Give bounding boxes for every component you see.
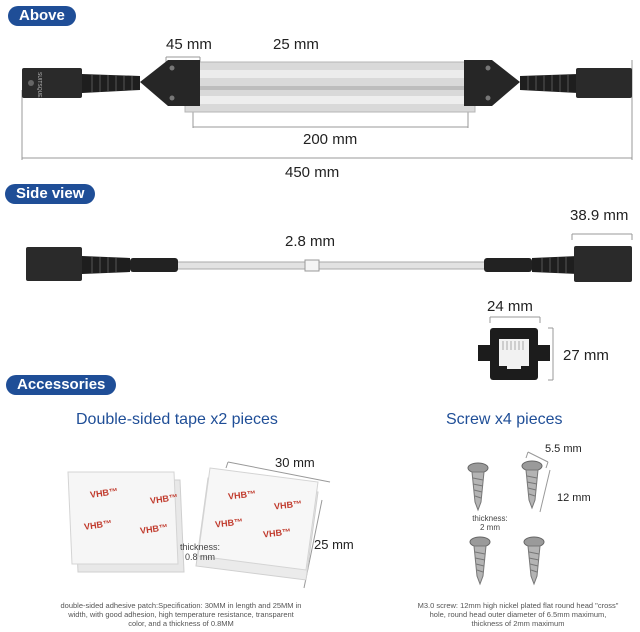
section-accessories-label: Accessories	[6, 375, 116, 395]
dim-5-5mm: 5.5 mm	[545, 443, 582, 455]
screw-icon	[470, 537, 490, 584]
above-view-diagram	[0, 0, 640, 180]
vhb-mark: VHB™	[139, 522, 169, 536]
screw-title: Screw x4 pieces	[446, 411, 563, 428]
section-side-view-label: Side view	[5, 184, 95, 204]
dim-30mm: 30 mm	[275, 455, 315, 470]
vhb-mark: VHB™	[89, 486, 119, 500]
dim-25mm: 25 mm	[273, 36, 319, 53]
tape-title: Double-sided tape x2 pieces	[76, 411, 278, 428]
screw-icon	[468, 463, 488, 510]
dim-45mm: 45 mm	[166, 36, 212, 53]
dim-25mm-tape: 25 mm	[314, 537, 354, 552]
screw-description: M3.0 screw: 12mm high nickel plated flat round head "cross" hole, round head outer diameter of 6.5mm maximum, thickness of 2mm maximum	[417, 601, 619, 628]
dim-38-9mm: 38.9 mm	[570, 207, 629, 224]
vhb-mark: VHB™	[227, 488, 257, 502]
vhb-mark: VHB™	[149, 492, 179, 506]
tape-description: double-sided adhesive patch:Specification: 30MM in length and 25MM in width, with good adhesion, high temperature resistance, transparent color, and a thickness of 0.8MM	[60, 601, 302, 628]
dim-200mm: 200 mm	[303, 131, 358, 148]
dim-2-8mm: 2.8 mm	[285, 233, 336, 250]
screw-thickness: thickness: 2 mm	[472, 514, 508, 532]
dim-12mm: 12 mm	[557, 492, 591, 504]
vhb-mark: VHB™	[214, 516, 244, 530]
screw-icon	[524, 537, 544, 584]
dim-450mm: 450 mm	[285, 164, 340, 181]
side-view-diagram	[0, 200, 640, 400]
connector-brand-text: SUITSQUE	[36, 72, 42, 98]
tape-thickness: thickness: 0.8 mm	[179, 542, 221, 562]
dim-27mm: 27 mm	[563, 347, 609, 364]
screw-icon	[522, 461, 542, 508]
dim-24mm: 24 mm	[487, 298, 533, 315]
vhb-mark: VHB™	[262, 526, 292, 540]
vhb-mark: VHB™	[83, 518, 113, 532]
section-above-label: Above	[8, 6, 76, 26]
vhb-mark: VHB™	[273, 498, 303, 512]
